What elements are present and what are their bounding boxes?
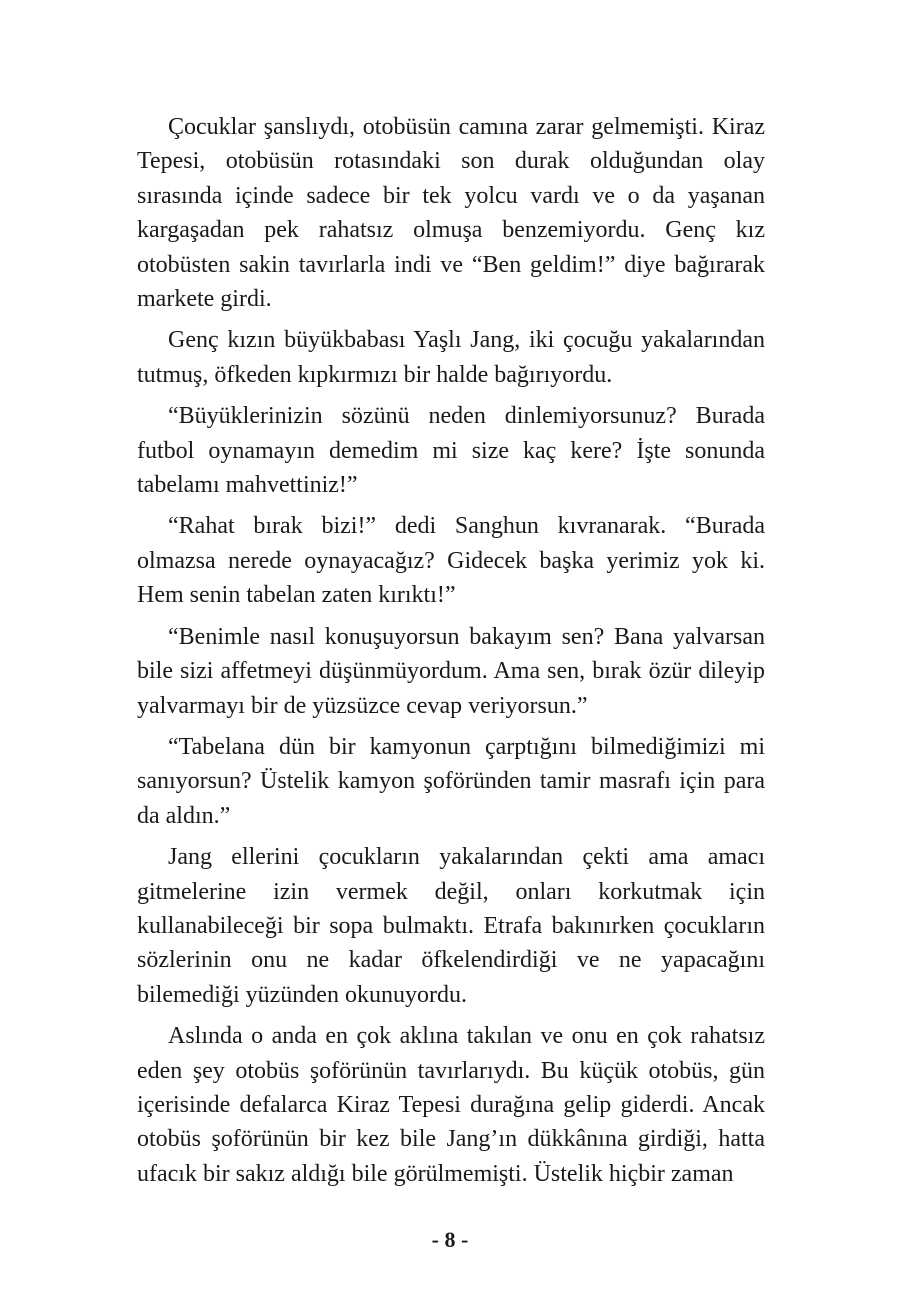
paragraph-5: “Benimle nasıl konuşuyorsun bakayım sen? Bana yalvarsan bile sizi affetmeyi düşünmüyordum. Ama sen, bırak özür dileyip yalvarmayı bir de yüzsüzce cevap veriyorsun.” [137,623,765,719]
paragraph-8: Aslında o anda en çok aklına takılan ve onu en çok rahatsız eden şey otobüs şoförünün tavırlarıydı. Bu küçük otobüs, gün içerisinde defalarca Kiraz Tepesi durağına gelip giderdi. Ancak otobüs şoförünün bir kez bile Jang’ın dükkânına girdiği, hatta ufacık bir sakız aldığı bile görülmemişti. Üstelik hiçbir zaman [137,1023,765,1187]
paragraph-6: “Tabelana dün bir kamyonun çarptığını bilmediğimizi mi sanıyorsun? Üstelik kamyon şoföründen tamir masrafı için para da aldın.” [137,733,765,829]
paragraph-7: Jang ellerini çocukların yakalarından çekti ama amacı gitmelerine izin vermek değil, onları korkutmak için kullanabileceği bir sopa bulmaktı. Etrafa bakınırken çocukların sözlerinin onu ne kadar öfkelendirdiği ve ne yapacağını bilemediği yüzünden okunuyordu. [137,844,765,1008]
paragraph-1: Çocuklar şanslıydı, otobüsün camına zarar gelmemişti. Kiraz Tepesi, otobüsün rotasındaki son durak olduğundan olay sırasında içinde sadece bir tek yolcu vardı ve o da yaşanan kargaşadan pek rahatsız olmuşa benzemiyordu. Genç kız otobüsten sakin tavırlarla indi ve “Ben geldim!” diye bağırarak markete girdi. [137,114,765,313]
paragraph-2: Genç kızın büyükbabası Yaşlı Jang, iki çocuğu yakalarından tutmuş, öfkeden kıpkırmızı bir halde bağırıyordu. [137,327,765,388]
paragraph-4: “Rahat bırak bizi!” dedi Sanghun kıvranarak. “Burada olmazsa nerede oynayacağız? Gidecek başka yerimiz yok ki. Hem senin tabelan zaten kırıktı!” [137,513,765,609]
page-number: - 8 - [431,1227,469,1252]
body-text [137,110,765,1198]
paragraph-3: “Büyüklerinizin sözünü neden dinlemiyorsunuz? Burada futbol oynamayın demedim mi size kaç kere? İşte sonunda tabelamı mahvettiniz!” [137,403,765,499]
